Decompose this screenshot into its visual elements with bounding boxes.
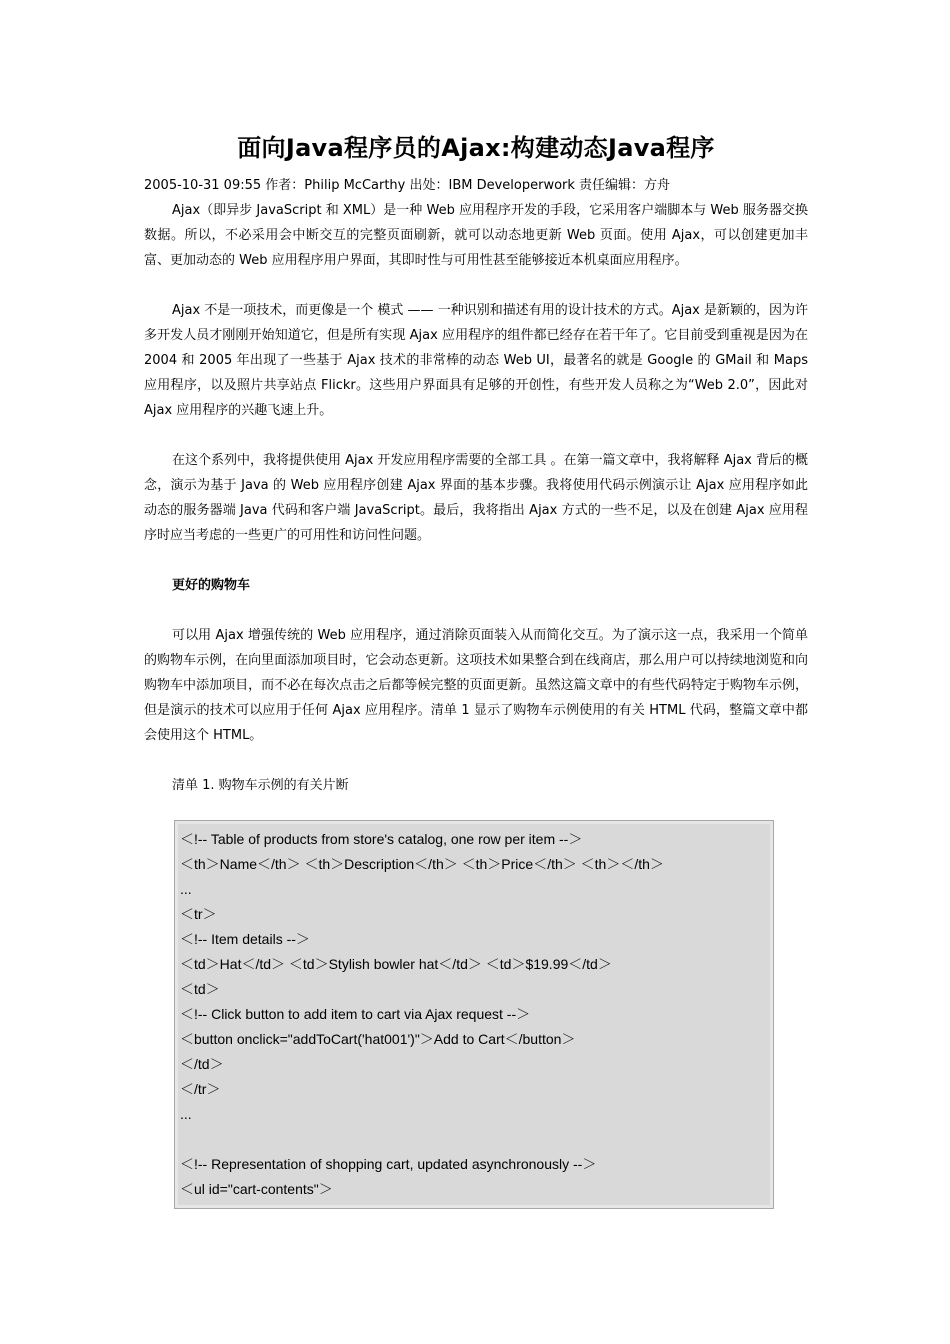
code-line: ＜!-- Table of products from store's catalog, one row per item --＞ — [180, 831, 583, 847]
code-line: ＜tr＞ — [180, 906, 217, 922]
code-line: ＜!-- Item details --＞ — [180, 931, 310, 947]
code-line: ＜td＞ — [180, 981, 220, 997]
code-line: ＜td＞Hat＜/td＞ ＜td＞Stylish bowler hat＜/td＞ ＜td＞$19.99＜/td＞ — [180, 956, 612, 972]
spacer — [144, 548, 808, 573]
code-listing — [174, 820, 774, 1209]
paragraph-series: 在这个系列中，我将提供使用 Ajax 开发应用程序需要的全部工具 。在第一篇文章中，我将解释 Ajax 背后的概念，演示为基于 Java 的 Web 应用程序创建 Ajax 界面的基本步骤。我将使用代码示例演示让 Ajax 应用程序如此动态的服务器端 Java 代码和客户端 JavaScript。最后，我将指出 Ajax 方式的一些不足，以及在创建 Ajax 应用程序时应当考虑的一些更广的可用性和访问性问题。 — [144, 453, 808, 543]
paragraph-pattern: Ajax 不是一项技术，而更像是一个 模式 —— 一种识别和描述有用的设计技术的方式。Ajax 是新颖的，因为许多开发人员才刚刚开始知道它，但是所有实现 Ajax 应用程序的组件都已经存在若干年了。它目前受到重视是因为在 2004 和 2005 年出现了一些基于 Ajax 技术的非常棒的动态 Web UI，最著名的就是 Google 的 GMail 和 Maps 应用程序，以及照片共享站点 Flickr。这些用户界面具有足够的开创性，有些开发人员称之为“Web 2.0”，因此对 Ajax 应用程序的兴趣飞速上升。 — [144, 303, 808, 418]
spacer — [144, 748, 808, 773]
code-line: ... — [180, 1106, 192, 1122]
code-line: ＜/td＞ — [180, 1056, 224, 1072]
code-line: ＜/tr＞ — [180, 1081, 221, 1097]
code-line: ＜ul id="cart-contents"＞ — [180, 1181, 333, 1197]
spacer — [144, 273, 808, 298]
code-line — [175, 1127, 773, 1152]
article-meta: 2005-10-31 09:55 作者：Philip McCarthy 出处：IBM Developerwork 责任编辑：方舟 — [144, 178, 671, 193]
code-line: ＜th＞Name＜/th＞ ＜th＞Description＜/th＞ ＜th＞Price＜/th＞ ＜th＞＜/th＞ — [180, 856, 664, 872]
section-heading: 更好的购物车 — [172, 578, 251, 593]
code-line: ＜!-- Representation of shopping cart, updated asynchronously --＞ — [180, 1156, 597, 1172]
code-line: ... — [180, 881, 192, 897]
code-line: ＜!-- Click button to add item to cart via Ajax request --＞ — [180, 1006, 531, 1022]
article-title: 面向Java程序员的Ajax:构建动态Java程序 — [237, 134, 715, 162]
paragraph-shopping-cart: 可以用 Ajax 增强传统的 Web 应用程序，通过消除页面装入从而简化交互。为了演示这一点，我采用一个简单的购物车示例，在向里面添加项目时，它会动态更新。这项技术如果整合到在线商店，那么用户可以持续地浏览和向购物车中添加项目，而不必在每次点击之后都等候完整的页面更新。虽然这篇文章中的有些代码特定于购物车示例，但是演示的技术可以应用于任何 Ajax 应用程序。清单 1 显示了购物车示例使用的有关 HTML 代码，整篇文章中都会使用这个 HTML。 — [144, 628, 808, 743]
listing-caption: 清单 1. 购物车示例的有关片断 — [172, 778, 349, 793]
spacer — [144, 598, 808, 623]
document-page — [144, 130, 808, 1209]
code-line: ＜button onclick="addToCart('hat001')"＞Add to Cart＜/button＞ — [180, 1031, 576, 1047]
paragraph-intro: Ajax（即异步 JavaScript 和 XML）是一种 Web 应用程序开发的手段，它采用客户端脚本与 Web 服务器交换数据。所以，不必采用会中断交互的完整页面刷新，就可以动态地更新 Web 页面。使用 Ajax，可以创建更加丰富、更加动态的 Web 应用程序用户界面，其即时性与可用性甚至能够接近本机桌面应用程序。 — [144, 203, 808, 268]
spacer — [144, 423, 808, 448]
